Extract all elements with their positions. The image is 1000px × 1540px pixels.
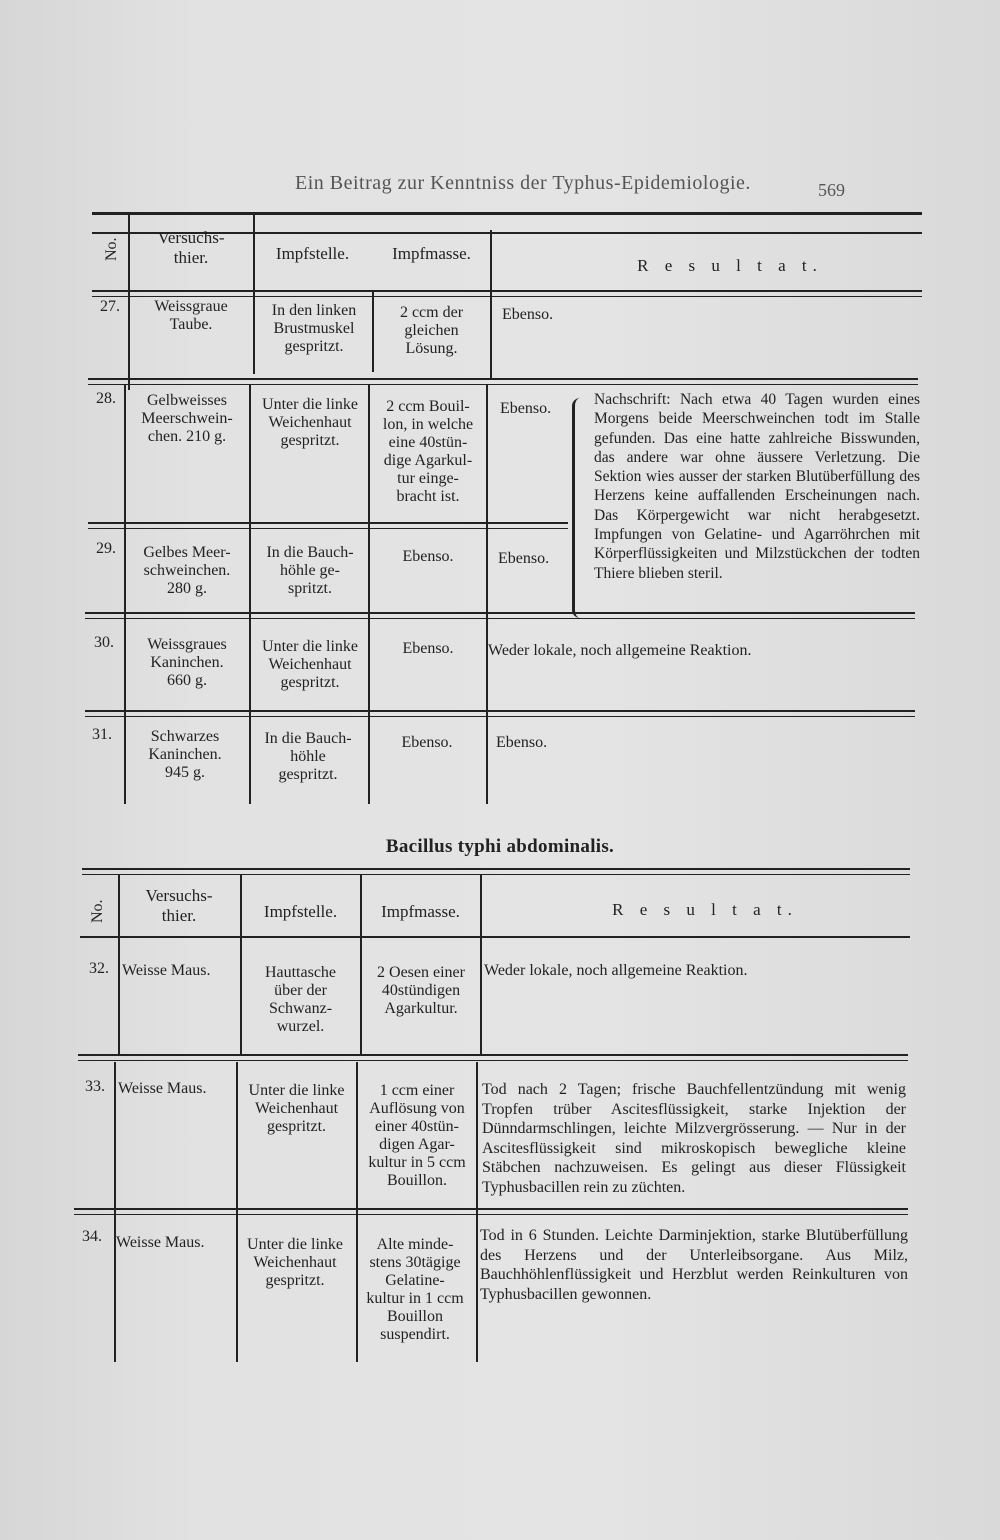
row-30-resultat: Weder lokale, noch allgemeine Reaktion. (488, 642, 752, 659)
row-28-thier: Gelbweisses Meerschwein- chen. 210 g. (141, 392, 233, 445)
rule (92, 296, 922, 297)
row-34-resultat: Tod in 6 Stunden. Leichte Darminjektion, starke Blutüberfüllung des Herzens und der Unterleibsorgane. Aus Milz, Bauchhöhlenflüssigkeit und Herzblut werden Reinkulturen von Typhusbacillen gewonnen. (480, 1227, 908, 1303)
rule (85, 618, 915, 619)
rule (88, 384, 918, 385)
row-32-impfmasse: 2 Oesen einer 40stündigen Agarkultur. (377, 964, 465, 1017)
page-number: 569 (818, 180, 845, 200)
nachschrift-note: Nachschrift: Nach etwa 40 Tagen wurden eines Morgens beide Meerschweinchen todt im Stalle gefunden. Das eine hatte zahlreiche Bisswunden, das andere war ohne äussere Verletzung. Die Sektion wies ausser der starken Blutüberfüllung des Herzens keine auffallenden Erscheinungen nach. Das Körpergewicht war nicht herabgesetzt. Impfungen von Gelatine- und Agarröhrchen mit Körperflüssigkeiten und Milzstückchen der todten Thiere blieben steril. (594, 391, 920, 582)
col-rule (486, 384, 488, 804)
col-rule (490, 230, 492, 378)
row-28-impfmasse: 2 ccm Bouil- lon, in welche eine 40stün- dige Agarkul- tur einge- bracht ist. (382, 398, 474, 505)
row-34-impfstelle: Unter die linke Weichenhaut gespritzt. (247, 1236, 343, 1289)
row-32-no: 32. (89, 960, 109, 977)
row-33-resultat: Tod nach 2 Tagen; frische Bauchfellentzündung mit wenig Tropfen trüber Ascitesflüssigkeit, starke Injektion der Dünndarmschlingen, leichte Milzvergrösserung. — Nur in der Ascitesflüssigkeit sind mikroskopisch bewegliche kleine Stäbchen nachzuweisen. Es gelingt aus dieser Flüssigkeit Typhusbacillen rein zu züchten. (482, 1081, 906, 1196)
row-34-thier: Weisse Maus. (116, 1234, 205, 1251)
rule (74, 1208, 908, 1210)
col-header-no: No. (89, 899, 106, 923)
row-31-no: 31. (92, 726, 112, 743)
row-29-thier: Gelbes Meer- schweinchen. 280 g. (143, 544, 231, 597)
col-header-impfmasse: Impfmasse. (392, 244, 471, 263)
row-33-impfmasse: 1 ccm einer Auflösung von einer 40stün- digen Agar- kultur in 5 ccm Bouillon. (368, 1082, 466, 1189)
row-29-resultat: Ebenso. (498, 550, 550, 567)
page-header (0, 172, 1000, 202)
rule (92, 290, 922, 292)
row-31-impfmasse: Ebenso. (401, 734, 453, 751)
row-32-resultat: Weder lokale, noch allgemeine Reaktion. (484, 962, 748, 979)
row-27-impfmasse: 2 ccm der gleichen Lösung. (399, 304, 464, 357)
row-34-no: 34. (82, 1228, 102, 1245)
row-27-no: 27. (100, 298, 120, 315)
rule (92, 212, 922, 215)
rule (82, 874, 910, 875)
row-30-impfmasse: Ebenso. (402, 640, 454, 657)
row-33-impfstelle: Unter die linke Weichenhaut gespritzt. (248, 1082, 345, 1135)
rule (88, 522, 568, 524)
row-28-resultat: Ebenso. (500, 400, 552, 417)
rule (78, 1060, 908, 1061)
rule (88, 528, 568, 529)
col-rule (114, 1062, 116, 1362)
row-27-resultat: Ebenso. (502, 306, 554, 323)
row-29-impfstelle: In die Bauch- höhle ge- spritzt. (266, 544, 354, 597)
col-header-impfstelle: Impfstelle. (263, 902, 338, 921)
row-29-no: 29. (96, 540, 116, 557)
rule (85, 710, 915, 712)
rule (78, 1054, 908, 1056)
row-31-impfstelle: In die Bauch- höhle gespritzt. (264, 730, 352, 783)
col-rule (476, 1062, 478, 1362)
row-28-no: 28. (96, 390, 116, 407)
row-32-thier: Weisse Maus. (122, 962, 211, 979)
rule (88, 378, 918, 380)
running-title: Ein Beitrag zur Kenntniss der Typhus-Epidemiologie. (295, 172, 751, 194)
col-header-no: No. (103, 237, 120, 261)
row-31-thier: Schwarzes Kaninchen. 945 g. (148, 728, 222, 781)
rule (82, 868, 910, 870)
col-header-thier: Versuchs- thier. (157, 228, 225, 267)
row-33-thier: Weisse Maus. (118, 1080, 207, 1097)
row-30-no: 30. (94, 634, 114, 651)
row-34-impfmasse: Alte minde- stens 30tägige Gelatine- kultur in 1 ccm Bouillon suspendirt. (366, 1236, 464, 1343)
row-27-thier: Weissgraue Taube. (154, 298, 228, 333)
bracket (572, 398, 591, 618)
col-header-resultat: R e s u l t a t. (637, 256, 823, 275)
row-30-impfstelle: Unter die linke Weichenhaut gespritzt. (262, 638, 358, 691)
row-33-no: 33. (85, 1078, 105, 1095)
row-28-impfstelle: Unter die linke Weichenhaut gespritzt. (262, 396, 358, 449)
col-header-impfstelle: Impfstelle. (275, 244, 350, 263)
col-header-thier: Versuchs- thier. (145, 886, 213, 925)
col-header-resultat: R e s u l t a t. (612, 900, 798, 919)
row-29-impfmasse: Ebenso. (402, 548, 454, 565)
row-30-thier: Weissgraues Kaninchen. 660 g. (147, 636, 227, 689)
rule (85, 716, 915, 717)
row-31-resultat: Ebenso. (496, 734, 548, 751)
col-rule (480, 874, 482, 1054)
col-header-impfmasse: Impfmasse. (381, 902, 460, 921)
row-27-impfstelle: In den linken Brustmuskel gespritzt. (271, 302, 357, 355)
rule (85, 612, 915, 614)
section-title: Bacillus typhi abdominalis. (385, 836, 615, 857)
rule (74, 1214, 908, 1215)
row-32-impfstelle: Hauttasche über der Schwanz- wurzel. (264, 964, 337, 1035)
rule (80, 936, 910, 938)
